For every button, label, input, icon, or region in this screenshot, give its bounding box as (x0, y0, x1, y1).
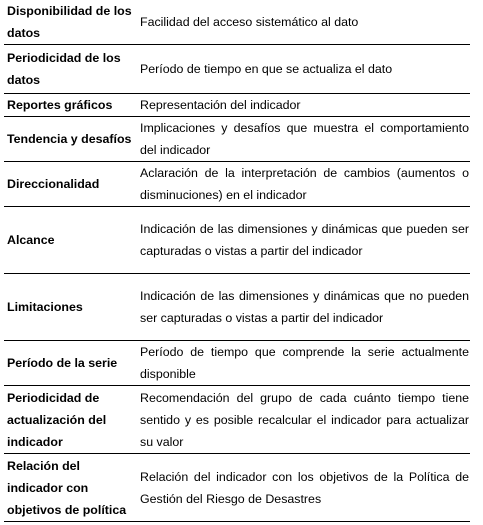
attribute-description: Recomendación del grupo de cada cuánto tiempo tiene sentido y es posible recalcular el indicador para actualizar su valor (136, 386, 470, 454)
attribute-description: Período de tiempo que comprende la serie actualmente disponible (136, 341, 470, 386)
attribute-description: Indicación de las dimensiones y dinámicas que pueden ser capturadas o vistas a partir del indicador (136, 207, 470, 274)
attribute-term: Disponibilidad de los datos (4, 0, 136, 45)
indicator-attributes-table (4, 0, 470, 522)
table-row (4, 162, 470, 207)
attribute-term: Período de la serie (4, 341, 136, 386)
attribute-term: Alcance (4, 207, 136, 274)
attribute-description: Período de tiempo en que se actualiza el dato (136, 45, 470, 94)
table-row (4, 45, 470, 94)
attribute-description: Implicaciones y desafíos que muestra el comportamiento del indicador (136, 117, 470, 162)
table-row (4, 274, 470, 341)
attribute-description: Relación del indicador con los objetivos de la Política de Gestión del Riesgo de Desastres (136, 454, 470, 522)
attribute-description: Indicación de las dimensiones y dinámicas que no pueden ser capturadas o vistas a partir del indicador (136, 274, 470, 341)
table-row (4, 454, 470, 522)
attribute-description: Representación del indicador (136, 94, 470, 117)
attribute-term: Direccionalidad (4, 162, 136, 207)
table-row (4, 207, 470, 274)
table-row (4, 341, 470, 386)
table-row (4, 386, 470, 454)
attribute-term: Relación del indicador con objetivos de política (4, 454, 136, 522)
attribute-term: Periodicidad de actualización del indicador (4, 386, 136, 454)
attribute-term: Tendencia y desafíos (4, 117, 136, 162)
attribute-description: Facilidad del acceso sistemático al dato (136, 0, 470, 45)
table-row (4, 117, 470, 162)
table-row (4, 0, 470, 45)
attribute-term: Limitaciones (4, 274, 136, 341)
table-row (4, 94, 470, 117)
attribute-term: Periodicidad de los datos (4, 45, 136, 94)
attribute-description: Aclaración de la interpretación de cambios (aumentos o disminuciones) en el indicador (136, 162, 470, 207)
attribute-term: Reportes gráficos (4, 94, 136, 117)
